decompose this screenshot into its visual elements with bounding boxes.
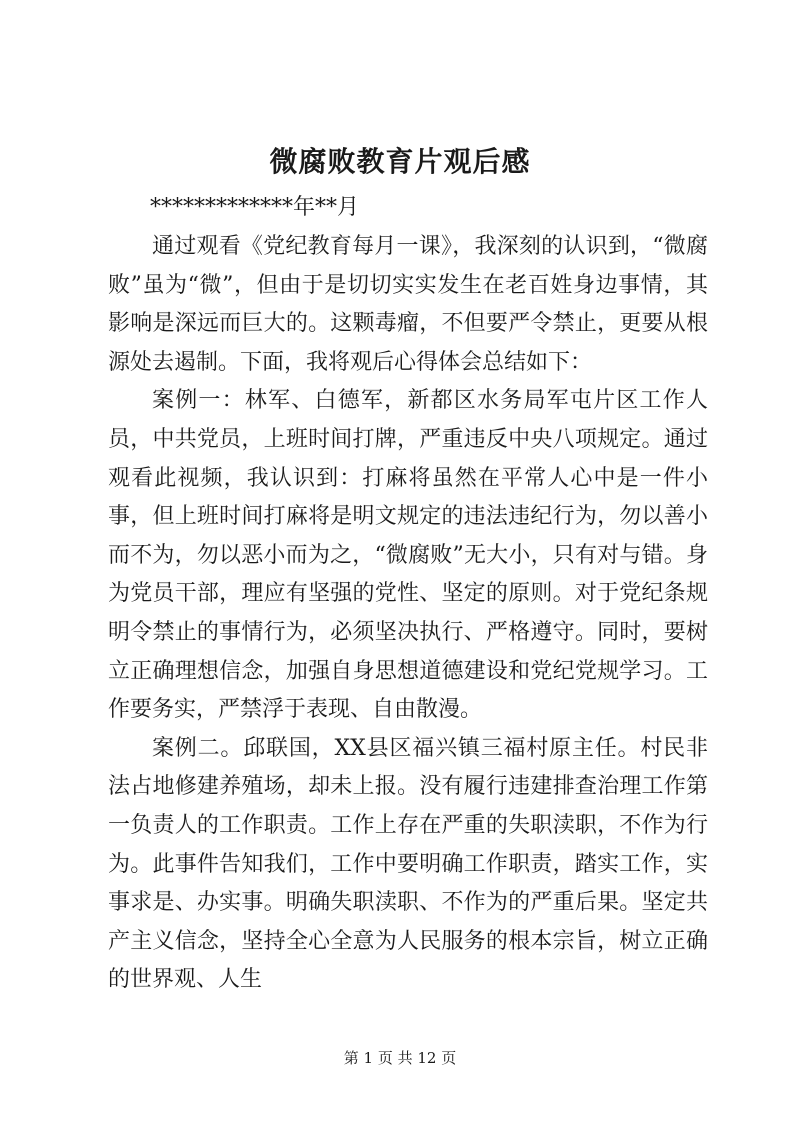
document-title: 微腐败教育片观后感 (269, 145, 531, 178)
paragraph-case-two: 案例二。邱联国，XX县区福兴镇三福村原主任。村民非法占地修建养殖场，却未上报。没有履行违建排查治理工作第一负责人的工作职责。工作上存在严重的失职渎职，不作为行为。此事件告知我们，工作中要明确工作职责，踏实工作，实事求是、办实事。明确失职渎职、不作为的严重后果。坚定共产主义信念，坚持全心全意为人民服务的根本宗旨，树立正确的世界观、人生 (108, 735, 708, 993)
page-footer: 第 1 页 共 12 页 (343, 1049, 457, 1067)
paragraph-intro: 通过观看《党纪教育每月一课》，我深刻的认识到，“微腐败”虽为“微”，但由于是切切实实发生在老百姓身边事情，其影响是深远而巨大的。这颗毒瘤，不但要严令禁止，更要从根源处去遏制。下面，我将观后心得体会总结如下： (108, 234, 708, 375)
paragraph-case-one: 案例一：林军、白德军，新都区水务局军屯片区工作人员，中共党员，上班时间打牌，严重违反中央八项规定。通过观看此视频，我认识到：打麻将虽然在平常人心中是一件小事，但上班时间打麻将是明文规定的违法违纪行为，勿以善小而不为，勿以恶小而为之，“微腐败”无大小，只有对与错。身为党员干部，理应有坚强的党性、坚定的原则。对于党纪条规明令禁止的事情行为，必须坚决执行、严格遵守。同时，要树立正确理想信念，加强自身思想道德建设和党纪党规学习。工作要务实，严禁浮于表现、自由散漫。 (108, 388, 708, 723)
document-body (108, 228, 708, 1000)
date-line: *************年**月 (150, 195, 360, 220)
